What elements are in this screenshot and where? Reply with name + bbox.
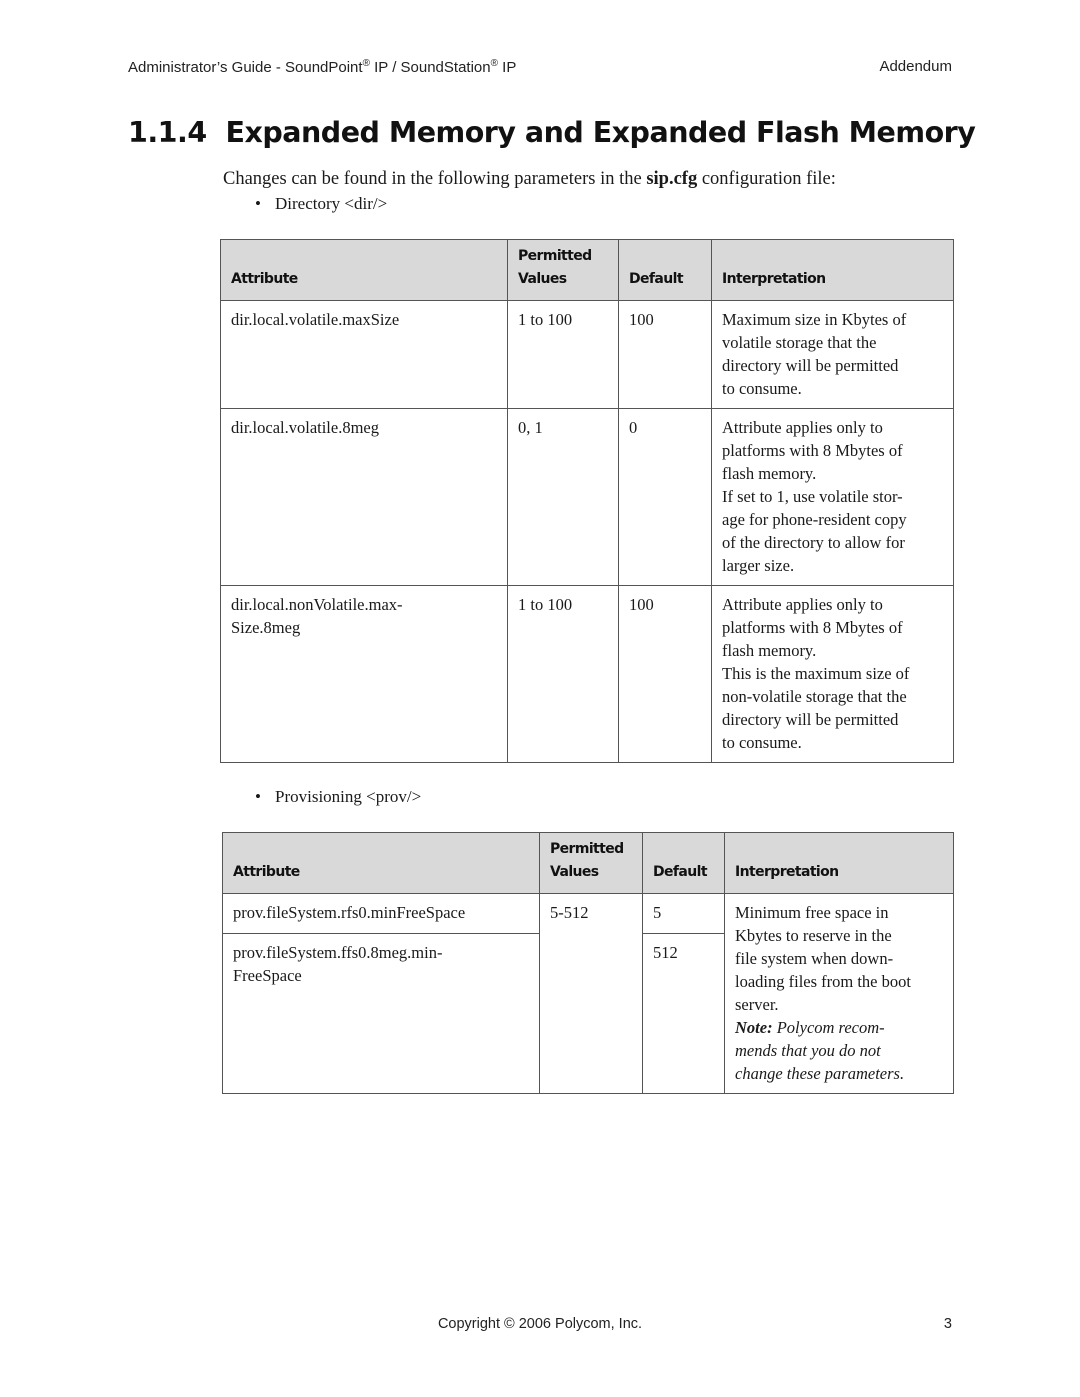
table-row xyxy=(221,586,954,763)
table-header-row xyxy=(221,240,954,301)
cell-interpretation: Minimum free space in Kbytes to reserve in the file system when down- loading files from the boot server. Note: Polycom recom- mends that you do not change these parameters. xyxy=(725,894,954,1094)
bullet-marker: • xyxy=(255,787,261,806)
section-title-text: Expanded Memory and Expanded Flash Memory xyxy=(225,116,976,149)
cell-values: 0, 1 xyxy=(508,409,619,586)
header-addendum: Addendum xyxy=(879,58,952,75)
page-footer xyxy=(128,1316,952,1336)
col-header-interpretation: Interpretation xyxy=(725,833,954,894)
col-header-permitted-values: Permitted Values xyxy=(508,240,619,301)
table-header-row xyxy=(223,833,954,894)
page-number: 3 xyxy=(943,1316,952,1332)
table-row xyxy=(221,301,954,409)
section-title xyxy=(128,116,976,149)
bullet-marker: • xyxy=(255,194,261,213)
note-text: Note: Polycom recom- mends that you do not change these parameters. xyxy=(735,1018,905,1083)
cell-default: 100 xyxy=(619,301,712,409)
col-header-attribute: Attribute xyxy=(221,240,508,301)
intro-paragraph: Changes can be found in the following parameters in the sip.cfg configuration file: xyxy=(223,169,836,189)
cell-attribute: prov.fileSystem.ffs0.8meg.min- FreeSpace xyxy=(223,933,540,1093)
cell-interpretation: Attribute applies only to platforms with 8 Mbytes of flash memory. This is the maximum size of non-volatile storage that the directory will be permitted to consume. xyxy=(712,586,954,763)
col-header-attribute: Attribute xyxy=(223,833,540,894)
cell-attribute: dir.local.volatile.maxSize xyxy=(221,301,508,409)
col-header-interpretation: Interpretation xyxy=(712,240,954,301)
cell-attribute: prov.fileSystem.rfs0.minFreeSpace xyxy=(223,894,540,934)
config-filename: sip.cfg xyxy=(646,169,698,189)
cell-interpretation: Maximum size in Kbytes of volatile storage that the directory will be permitted to consume. xyxy=(712,301,954,409)
guide-title: Administrator’s Guide - SoundPoint® IP / SoundStation® IP xyxy=(128,58,517,76)
cell-default: 512 xyxy=(643,933,725,1093)
cell-default: 0 xyxy=(619,409,712,586)
cell-default: 5 xyxy=(643,894,725,934)
copyright: Copyright © 2006 Polycom, Inc. xyxy=(437,1316,643,1332)
cell-default: 100 xyxy=(619,586,712,763)
col-header-permitted-values: Permitted Values xyxy=(540,833,643,894)
section-number: 1.1.4 xyxy=(128,116,207,149)
col-header-default: Default xyxy=(643,833,725,894)
bullet-directory: • Directory <dir/> xyxy=(255,194,388,213)
cell-values: 5-512 xyxy=(540,894,643,1094)
bullet-provisioning: • Provisioning <prov/> xyxy=(255,787,422,806)
table-row xyxy=(221,409,954,586)
cell-values: 1 to 100 xyxy=(508,586,619,763)
cell-attribute: dir.local.nonVolatile.max- Size.8meg xyxy=(221,586,508,763)
cell-values: 1 to 100 xyxy=(508,301,619,409)
directory-parameters-table xyxy=(220,239,954,763)
provisioning-parameters-table xyxy=(222,832,954,1094)
cell-attribute: dir.local.volatile.8meg xyxy=(221,409,508,586)
table-row xyxy=(223,894,954,934)
col-header-default: Default xyxy=(619,240,712,301)
running-header xyxy=(128,58,952,82)
cell-interpretation: Attribute applies only to platforms with 8 Mbytes of flash memory. If set to 1, use volatile stor- age for phone-resident copy of the directory to allow for larger size. xyxy=(712,409,954,586)
